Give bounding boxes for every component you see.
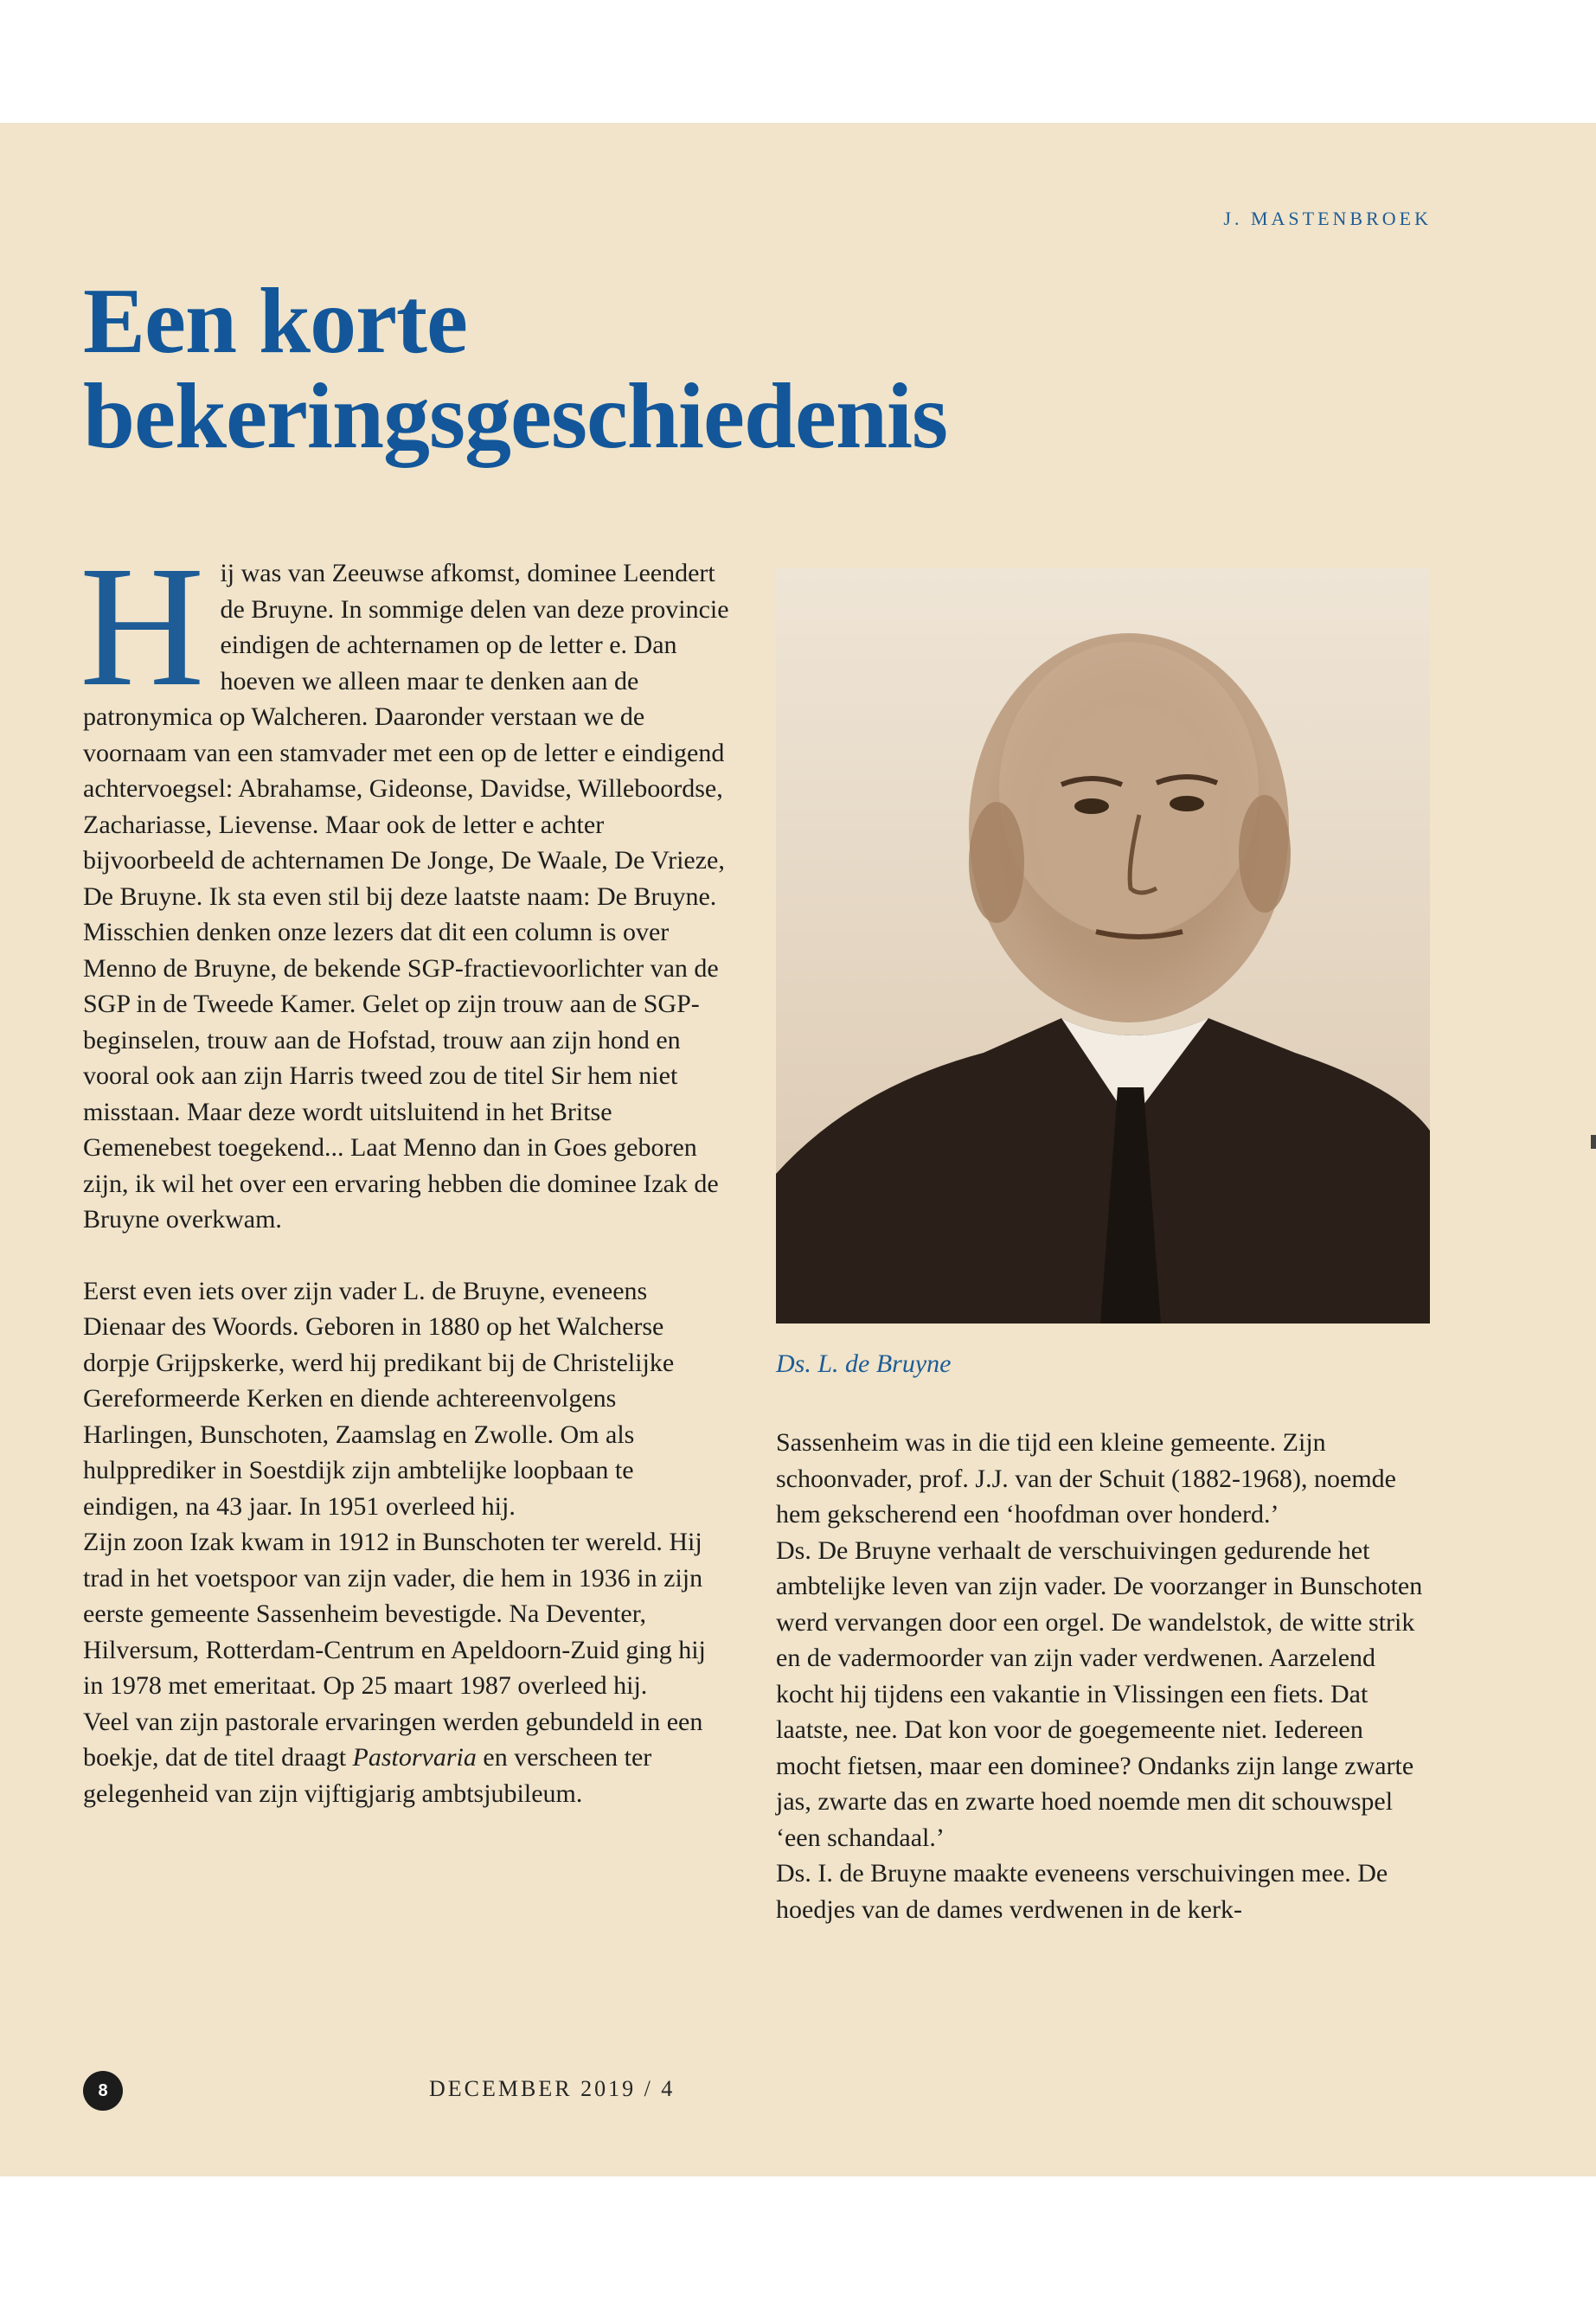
photo-caption: Ds. L. de Bruyne [776, 1349, 952, 1378]
left-column [80, 531, 730, 1811]
book-title: Pastorvaria [352, 1743, 477, 1772]
page-number-badge: 8 [83, 2071, 123, 2111]
intro-paragraph [80, 531, 730, 1238]
right-column [776, 1425, 1430, 1927]
booklet-text-start: Veel van zijn pastorale ervaringen werden gebundeld in een boekje, dat de titel draagt [83, 1707, 703, 1772]
booklet-text-end: en verscheen ter gelegenheid van zijn vijftigjarig ambtsjubileum. [83, 1743, 652, 1808]
title-line-2: bekeringsgeschiedenis [83, 365, 948, 468]
title-line-1: Een korte [83, 270, 467, 373]
magazine-page [0, 123, 1596, 2176]
drop-cap: H [80, 531, 205, 722]
father-paragraph: Eerst even iets over zijn vader L. de Bruyne, eveneens Dienaar des Woords. Geboren in 1880 op het Walcherse dorpje Grijpskerke, werd hij predikant bij de Christelijke Gereformeerde Kerken en diende achtereenvolgens Harlingen, Bunschoten, Zaamslag en Zwolle. Om als hulpprediker in Soestdijk zijn ambtelijke loopbaan te eindigen, na 43 jaar. In 1951 overleed hij. [83, 1276, 675, 1521]
sassenheim-paragraph: Sassenheim was in die tijd een kleine gemeente. Zijn schoonvader, prof. J.J. van der Schuit (1882-1968), noemde hem gekscherend een ‘hoofdman over honderd.’ [776, 1428, 1396, 1529]
portrait-photo [776, 568, 1430, 1324]
issue-label: DECEMBER 2019 / 4 [429, 2076, 676, 2101]
hats-paragraph: Ds. I. de Bruyne maakte eveneens verschuivingen mee. De hoedjes van de dames verdwenen in de kerk- [776, 1859, 1388, 1924]
son-paragraph: Zijn zoon Izak kwam in 1912 in Bunschoten ter wereld. Hij trad in het voetspoor van zijn vader, die hem in 1936 in zijn eerste gemeente Sassenheim bevestigde. Na Deventer, Hilversum, Rotterdam-Centrum en Apeldoorn-Zuid ging hij in 1978 met emeritaat. Op 25 maart 1987 overleed hij. [83, 1528, 706, 1700]
intro-text: ij was van Zeeuwse afkomst, dominee Leendert de Bruyne. In sommige delen van deze provincie eindigen de achternamen op de letter e. Dan hoeven we alleen maar te denken aan de patronymica op Walcheren. Daaronder verstaan we de voornaam van een stamvader met een op de letter e eindigend achtervoegsel: Abrahamse, Gideonse, Davidse, Willeboordse, Zachariasse, Lievense. Maar ook de letter e achter bijvoorbeeld de achternamen De Jonge, De Waale, De Vrieze, De Bruyne. Ik sta even stil bij deze laatste naam: De Bruyne. Misschien denken onze lezers dat dit een column is over Menno de Bruyne, de bekende SGP-fractievoorlichter van de SGP in de Tweede Kamer. Gelet op zijn trouw aan de SGP-beginselen, trouw aan de Hofstad, trouw aan zijn hond en vooral ook aan zijn Harris tweed zou de titel Sir hem niet misstaan. Maar deze wordt uitsluitend in het Britse Gemenebest toegekend... Laat Menno dan in Goes geboren zijn, ik wil het over een ervaring hebben die dominee Izak de Bruyne overkwam. [83, 559, 729, 1234]
portrait-illustration [776, 568, 1430, 1324]
author-byline: J. MASTENBROEK [1223, 208, 1432, 229]
booklet-paragraph [83, 1704, 730, 1812]
article-title [83, 270, 1381, 468]
crop-mark [1591, 1135, 1596, 1149]
changes-paragraph: Ds. De Bruyne verhaalt de verschuivingen gedurende het ambtelijke leven van zijn vader. De voorzanger in Bunschoten werd vervangen door een orgel. De wandelstok, de witte strik en de vadermoorder van zijn vader verdwenen. Aarzelend kocht hij tijdens een vakantie in Vlissingen een fiets. Dat laatste, nee. Dat kon voor de goegemeente niet. Iedereen mocht fietsen, maar een dominee? Ondanks zijn lange zwarte jas, zwarte das en zwarte hoed noemde men dit schouwspel ‘een schandaal.’ [776, 1535, 1423, 1852]
